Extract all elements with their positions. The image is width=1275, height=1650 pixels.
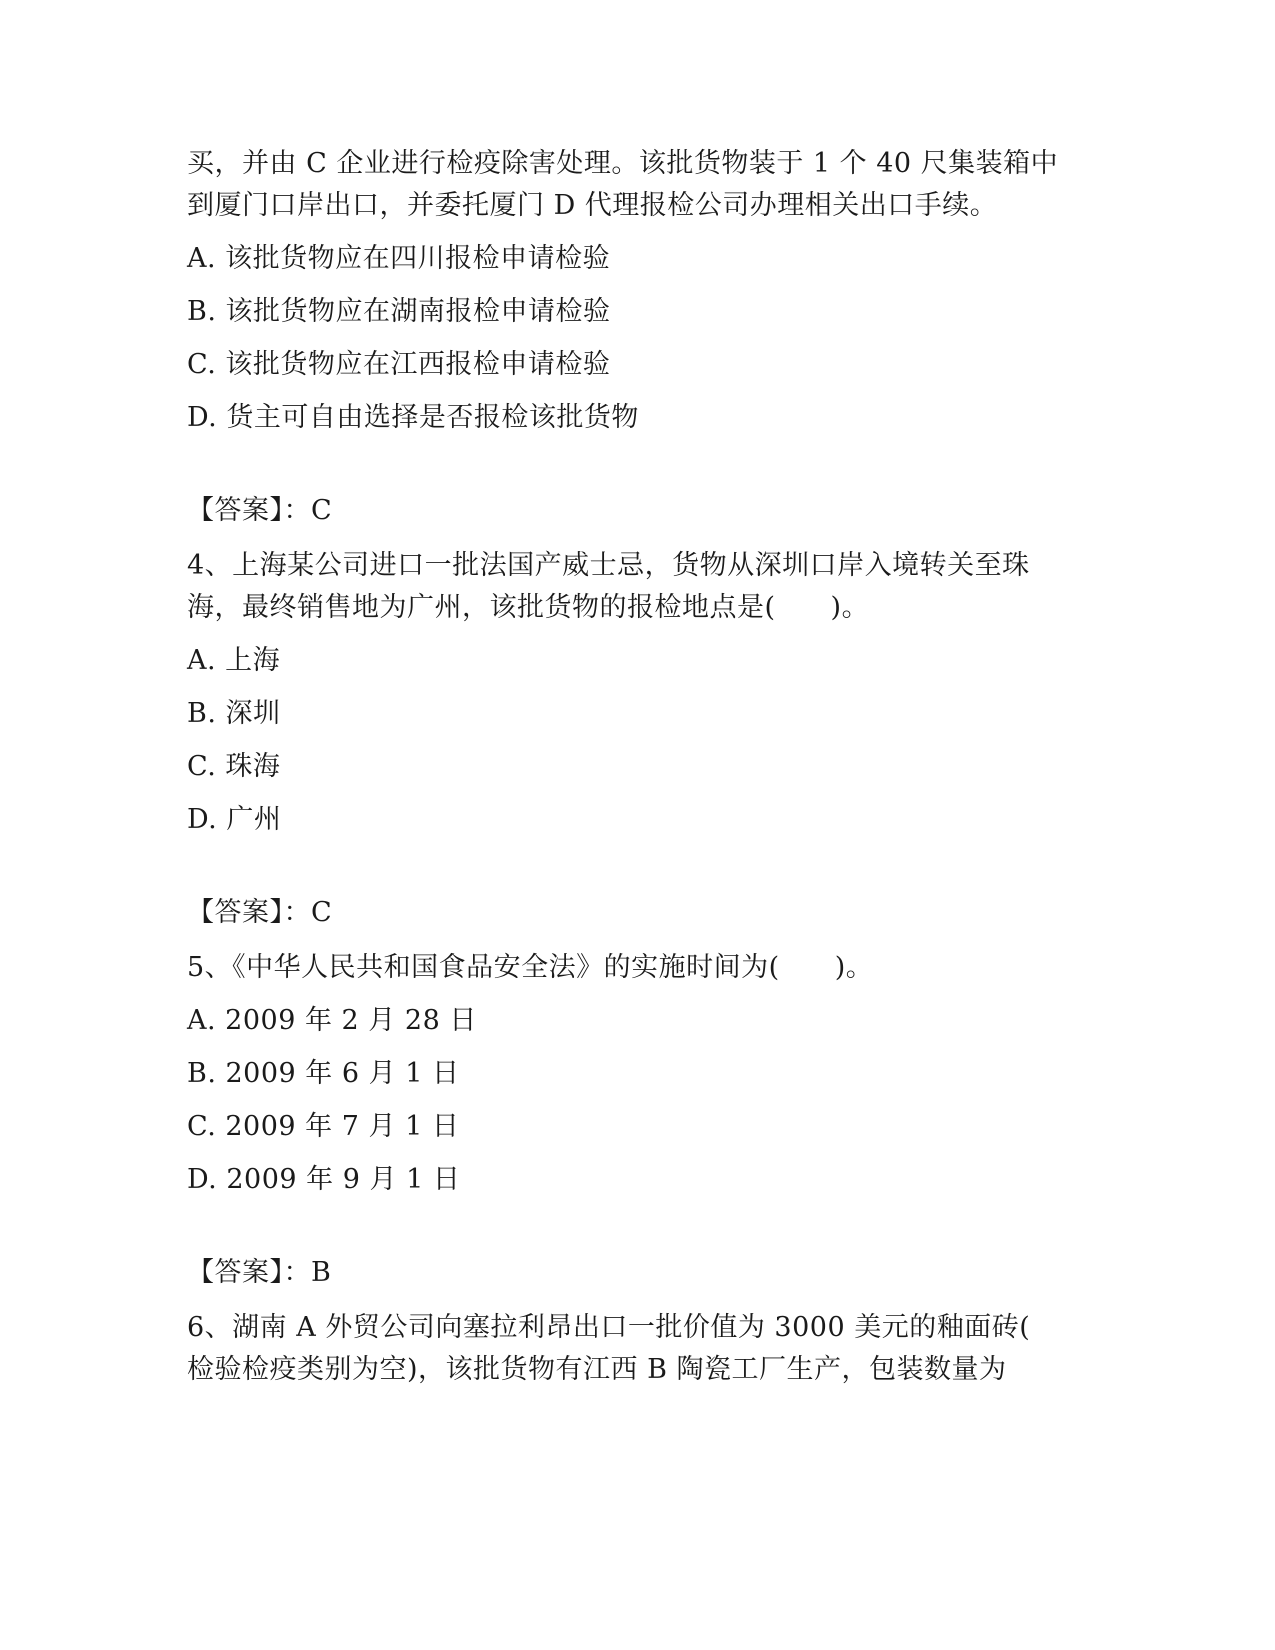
- question-4-option-c: C. 珠海: [187, 751, 281, 782]
- question-3-stem-line-2: 到厦门口岸出口，并委托厦门 D 代理报检公司办理相关出口手续。: [187, 190, 998, 221]
- question-5-option-b: B. 2009 年 6 月 1 日: [187, 1058, 460, 1089]
- question-5-option-d: D. 2009 年 9 月 1 日: [187, 1164, 461, 1195]
- question-5-option-a: A. 2009 年 2 月 28 日: [187, 1005, 477, 1036]
- question-5-option-c: C. 2009 年 7 月 1 日: [187, 1111, 460, 1142]
- question-5-answer: 【答案】：B: [187, 1257, 332, 1288]
- question-6-stem-line-2: 检验检疫类别为空)，该批货物有江西 B 陶瓷工厂生产，包装数量为: [187, 1354, 1007, 1385]
- question-3-option-d: D. 货主可自由选择是否报检该批货物: [187, 402, 639, 433]
- question-3-option-c: C. 该批货物应在江西报检申请检验: [187, 349, 611, 380]
- question-5-stem: 5、《中华人民共和国食品安全法》的实施时间为( )。: [187, 952, 874, 983]
- question-4-option-d: D. 广州: [187, 804, 282, 835]
- question-4-answer: 【答案】：C: [187, 897, 333, 928]
- question-4-option-a: A. 上海: [187, 645, 281, 676]
- question-4-stem-line-1: 4、上海某公司进口一批法国产威士忌，货物从深圳口岸入境转关至珠: [187, 550, 1030, 581]
- question-4-option-b: B. 深圳: [187, 698, 281, 729]
- question-3-stem-line-1: 买，并由 C 企业进行检疫除害处理。该批货物装于 1 个 40 尺集装箱中: [187, 148, 1059, 179]
- question-3-option-a: A. 该批货物应在四川报检申请检验: [187, 243, 611, 274]
- question-6-stem-line-1: 6、湖南 A 外贸公司向塞拉利昂出口一批价值为 3000 美元的釉面砖(: [187, 1312, 1031, 1343]
- question-4-stem-line-2: 海，最终销售地为广州，该批货物的报检地点是( )。: [187, 592, 870, 623]
- question-3-answer: 【答案】：C: [187, 495, 333, 526]
- question-3-option-b: B. 该批货物应在湖南报检申请检验: [187, 296, 611, 327]
